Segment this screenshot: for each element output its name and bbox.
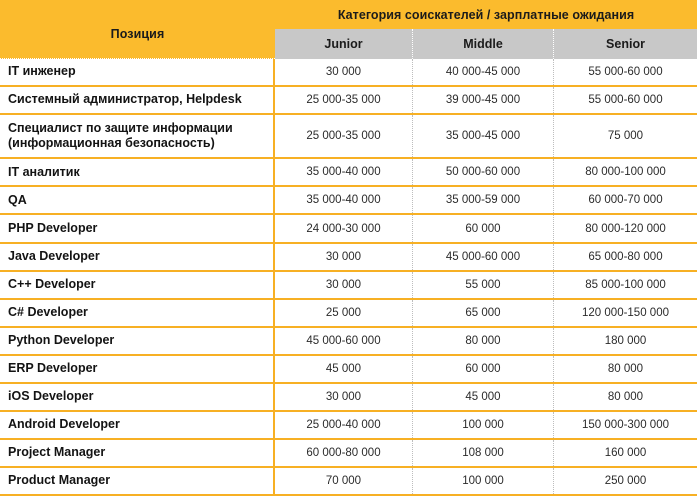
cell-salary-senior: 80 000-120 000 bbox=[553, 215, 697, 241]
cell-position bbox=[0, 215, 275, 241]
position-label: PHP Developer bbox=[8, 220, 98, 235]
table-row bbox=[0, 382, 697, 410]
cell-salary-senior: 160 000 bbox=[553, 440, 697, 466]
cell-position bbox=[0, 440, 275, 466]
cell-position bbox=[0, 300, 275, 326]
cell-salary-middle: 108 000 bbox=[412, 440, 553, 466]
cell-salary-middle: 55 000 bbox=[412, 272, 553, 298]
cell-salary-senior: 55 000-60 000 bbox=[553, 59, 697, 85]
cell-salary-junior: 30 000 bbox=[325, 66, 362, 79]
category-column-group bbox=[275, 0, 697, 59]
cell-salary-junior: 45 000-60 000 bbox=[306, 334, 381, 347]
cell-salary-junior: 45 000 bbox=[325, 362, 362, 375]
table-row bbox=[0, 242, 697, 270]
position-label: Специалист по защите информации bbox=[8, 120, 233, 135]
cell-salary-middle: 60 000 bbox=[412, 215, 553, 241]
table-row bbox=[0, 59, 697, 85]
cell-position bbox=[0, 187, 275, 213]
position-label: Project Manager bbox=[8, 445, 106, 460]
cell-salary-middle: 65 000 bbox=[412, 300, 553, 326]
position-label: C++ Developer bbox=[8, 277, 96, 291]
cell-position bbox=[0, 87, 275, 113]
position-label: C# Developer bbox=[8, 305, 88, 320]
cell-position bbox=[0, 384, 275, 410]
cell-salary-senior: 55 000-60 000 bbox=[553, 87, 697, 113]
cell-position bbox=[0, 244, 275, 270]
position-label: Python Developer bbox=[8, 333, 115, 348]
cell-position bbox=[0, 412, 275, 438]
cell-salary-junior: 30 000 bbox=[325, 390, 362, 403]
cell-salary-junior: 70 000 bbox=[325, 475, 362, 488]
table-row bbox=[0, 113, 697, 157]
position-label: Product Manager bbox=[8, 473, 111, 488]
cell-salary-middle: 100 000 bbox=[412, 412, 553, 438]
cell-salary-middle: 35 000-59 000 bbox=[412, 187, 553, 213]
position-label: iOS Developer bbox=[8, 389, 94, 404]
cell-salary-middle: 50 000-60 000 bbox=[412, 159, 553, 185]
position-label-secondary: (информационная безопасность) bbox=[8, 136, 215, 151]
position-label: ERP Developer bbox=[8, 361, 98, 376]
cell-salary-senior: 75 000 bbox=[553, 115, 697, 157]
cell-salary-middle: 39 000-45 000 bbox=[412, 87, 553, 113]
cell-salary-senior: 180 000 bbox=[553, 328, 697, 354]
cell-salary-junior: 25 000-35 000 bbox=[306, 130, 381, 143]
cell-salary-middle: 60 000 bbox=[412, 356, 553, 382]
column-header-senior: Senior bbox=[553, 29, 697, 59]
cell-salary-junior: 24 000-30 000 bbox=[306, 222, 381, 235]
category-group-title: Категория соискателей / зарплатные ожидания bbox=[337, 7, 635, 22]
table-row bbox=[0, 270, 697, 298]
cell-salary-middle: 100 000 bbox=[412, 468, 553, 494]
cell-salary-senior: 60 000-70 000 bbox=[553, 187, 697, 213]
cell-salary-senior: 150 000-300 000 bbox=[553, 412, 697, 438]
table-row bbox=[0, 213, 697, 241]
cell-salary-senior: 250 000 bbox=[553, 468, 697, 494]
cell-salary-middle: 45 000 bbox=[412, 384, 553, 410]
cell-salary-middle: 80 000 bbox=[412, 328, 553, 354]
cell-position bbox=[0, 468, 275, 494]
position-label: Системный администратор, Helpdesk bbox=[8, 92, 242, 107]
cell-salary-junior: 25 000 bbox=[325, 306, 362, 319]
table-row bbox=[0, 466, 697, 494]
cell-salary-middle: 40 000-45 000 bbox=[412, 59, 553, 85]
table-body bbox=[0, 59, 697, 496]
cell-salary-junior: 35 000-40 000 bbox=[306, 166, 381, 179]
cell-salary-middle: 35 000-45 000 bbox=[412, 115, 553, 157]
cell-salary-senior: 80 000 bbox=[553, 356, 697, 382]
table-row bbox=[0, 185, 697, 213]
table-row bbox=[0, 410, 697, 438]
position-label: Java Developer bbox=[8, 248, 100, 263]
cell-salary-senior: 120 000-150 000 bbox=[553, 300, 697, 326]
cell-salary-junior: 25 000-35 000 bbox=[306, 94, 381, 107]
cell-salary-senior: 85 000-100 000 bbox=[553, 272, 697, 298]
position-column-header bbox=[0, 0, 275, 59]
cell-salary-junior: 30 000 bbox=[325, 278, 362, 291]
table-row bbox=[0, 298, 697, 326]
cell-salary-junior: 60 000-80 000 bbox=[306, 447, 381, 459]
cell-salary-senior: 80 000-100 000 bbox=[553, 159, 697, 185]
table-row bbox=[0, 326, 697, 354]
cell-salary-senior: 80 000 bbox=[553, 384, 697, 410]
table-row bbox=[0, 354, 697, 382]
cell-salary-senior: 65 000-80 000 bbox=[553, 244, 697, 270]
cell-position bbox=[0, 356, 275, 382]
cell-salary-junior: 30 000 bbox=[325, 250, 362, 263]
table-header bbox=[0, 0, 697, 59]
position-label: IT аналитик bbox=[8, 164, 80, 179]
cell-position bbox=[0, 115, 275, 157]
table-row bbox=[0, 438, 697, 466]
cell-position bbox=[0, 59, 275, 85]
column-header-junior: Junior bbox=[275, 29, 412, 59]
table-row bbox=[0, 157, 697, 185]
cell-salary-junior: 35 000-40 000 bbox=[306, 194, 381, 207]
table-row bbox=[0, 85, 697, 113]
level-subheader-row bbox=[275, 29, 697, 59]
position-label: QA bbox=[8, 192, 27, 207]
cell-position bbox=[0, 272, 275, 298]
cell-position bbox=[0, 328, 275, 354]
cell-position bbox=[0, 159, 275, 185]
position-label: Android Developer bbox=[8, 417, 120, 432]
cell-salary-middle: 45 000-60 000 bbox=[412, 244, 553, 270]
position-header-label: Позиция bbox=[110, 27, 165, 41]
position-label: IT инженер bbox=[8, 64, 76, 79]
cell-salary-junior: 25 000-40 000 bbox=[306, 418, 381, 431]
column-header-middle: Middle bbox=[412, 29, 553, 59]
